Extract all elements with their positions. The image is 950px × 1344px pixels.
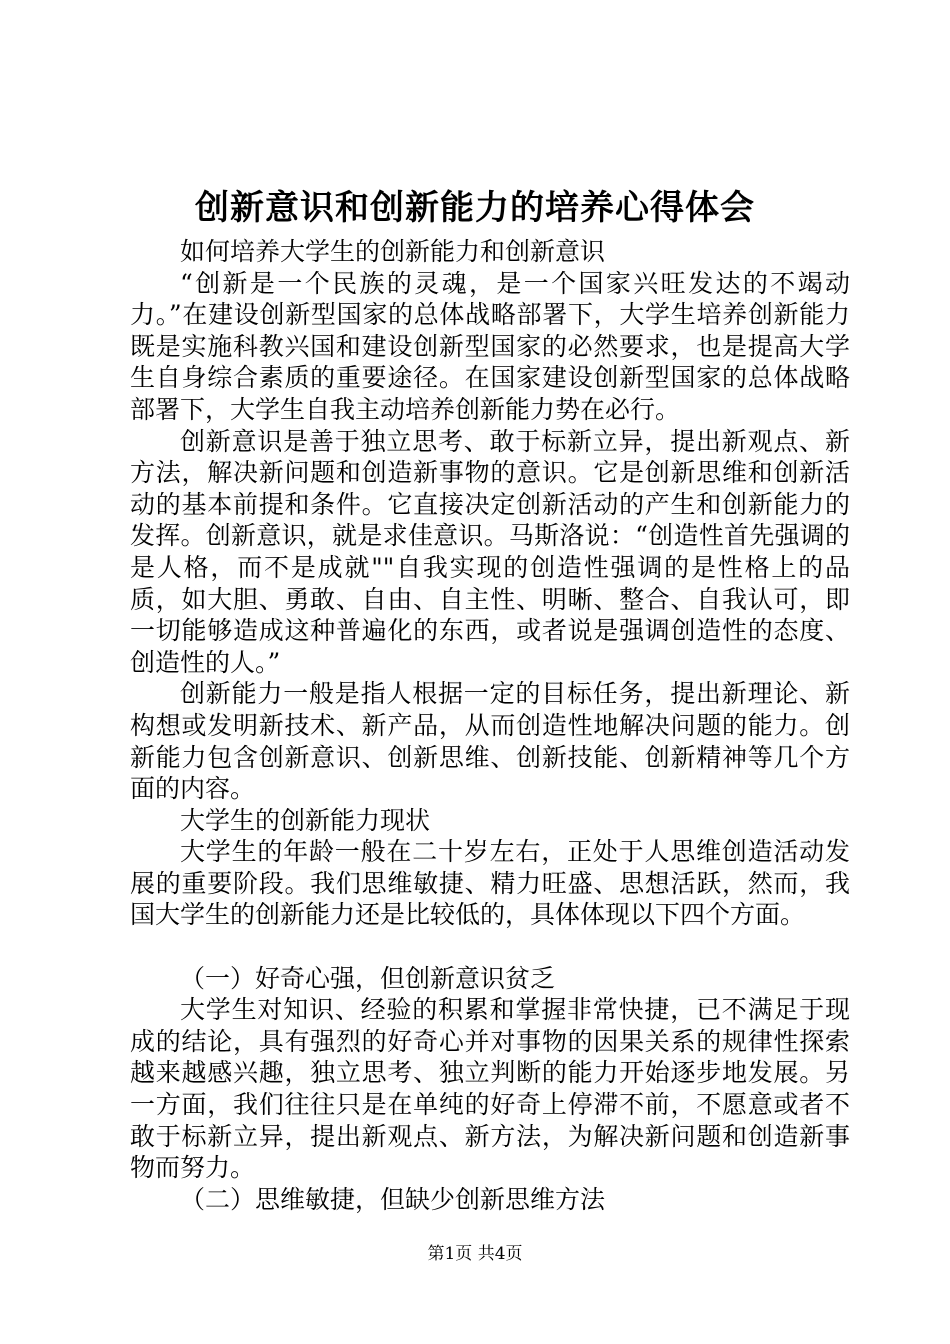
paragraph-innovation-ability: 创新能力一般是指人根据一定的目标任务，提出新理论、新构想或发明新技术、新产品，从而创造性地解决问题的能力。创新能力包含创新意识、创新思维、创新技能、创新精神等几个方面的内容。: [130, 679, 850, 804]
document-title: 创新意识和创新能力的培养心得体会: [195, 188, 755, 228]
document-body: [130, 236, 850, 1215]
section-heading-status: 大学生的创新能力现状: [180, 805, 431, 835]
blank-line: [130, 931, 850, 963]
section-heading-one: （一）好奇心强，但创新意识贫乏: [180, 963, 556, 993]
paragraph-innovation-quote: “创新是一个民族的灵魂，是一个国家兴旺发达的不竭动力。”在建设创新型国家的总体战略部署下，大学生培养创新能力既是实施科教兴国和建设创新型国家的必然要求，也是提高大学生自身综合素质的重要途径。在国家建设创新型国家的总体战略部署下，大学生自我主动培养创新能力势在必行。: [130, 268, 850, 424]
paragraph-student-status: 大学生的年龄一般在二十岁左右，正处于人思维创造活动发展的重要阶段。我们思维敏捷、精力旺盛、思想活跃，然而，我国大学生的创新能力还是比较低的，具体体现以下四个方面。: [130, 837, 850, 930]
section-heading-two: （二）思维敏捷，但缺少创新思维方法: [180, 1184, 606, 1214]
paragraph-subtitle: 如何培养大学生的创新能力和创新意识: [180, 237, 606, 266]
page-footer: 第1页 共4页: [427, 1244, 523, 1264]
paragraph-curiosity: 大学生对知识、经验的积累和掌握非常快捷，已不满足于现成的结论，具有强烈的好奇心并对事物的因果关系的规律性探索越来越感兴趣，独立思考、独立判断的能力开始逐步地发展。另一方面，我们往往只是在单纯的好奇上停滞不前，不愿意或者不敢于标新立异，提出新观点、新方法，为解决新问题和创造新事物而努力。: [130, 995, 850, 1183]
paragraph-innovation-awareness: 创新意识是善于独立思考、敢于标新立异，提出新观点、新方法，解决新问题和创造新事物的意识。它是创新思维和创新活动的基本前提和条件。它直接决定创新活动的产生和创新能力的发挥。创新意识，就是求佳意识。马斯洛说：“创造性首先强调的是人格，而不是成就""自我实现的创造性强调的是性格上的品质，如大胆、勇敢、自由、自主性、明晰、整合、自我认可，即一切能够造成这种普遍化的东西，或者说是强调创造性的态度、创造性的人。”: [130, 426, 850, 677]
